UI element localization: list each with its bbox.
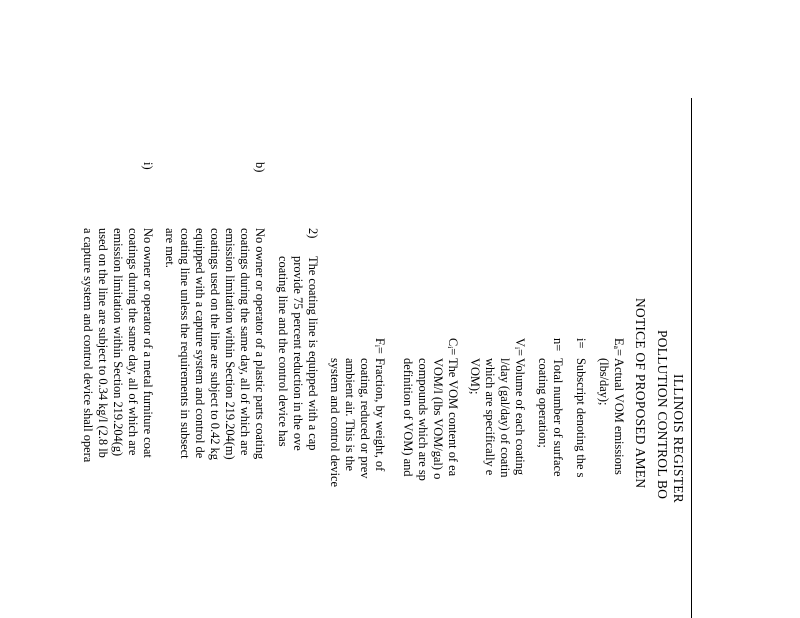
item-2-line-2: provide 75 percent reduction in the ove <box>291 256 305 451</box>
definition-term-i: i= <box>574 338 588 349</box>
definition-term-vi: Vᵢ= <box>513 338 527 356</box>
definition-vi-line-1: Volume of each coating <box>513 358 527 476</box>
definition-fi-line-4: system and control device <box>328 358 342 488</box>
definition-i-line-1: Subscript denoting the s <box>574 358 588 478</box>
register-title: ILLINOIS REGISTER <box>671 374 686 503</box>
item-b-letter: b) <box>253 162 267 173</box>
definition-ci-line-2: VOM/l (lbs VOM/gal) o <box>431 358 445 480</box>
item-b-line-7: are met. <box>163 228 177 268</box>
definition-ci-line-1: The VOM content of ea <box>446 358 460 477</box>
definition-ea-line-1: Actual VOM emissions <box>612 358 626 475</box>
definition-term-n: n= <box>551 338 565 352</box>
item-2-line-3: coating line and the control device has <box>276 256 290 447</box>
definition-n-line-2: coating operation; <box>536 358 550 448</box>
definition-ci-line-3: compounds which are sp <box>416 358 430 481</box>
item-i-line-1: No owner or operator of a metal furniture coat <box>141 228 155 458</box>
definition-fi-line-1: Fraction, by weight, of <box>373 358 387 472</box>
item-b-line-5: equipped with a capture system and control de <box>193 228 207 459</box>
definition-vi-line-4: VOM); <box>468 358 482 395</box>
definition-ea-line-2: (lbs/day); <box>597 358 611 406</box>
item-i-line-3: emission limitation within Section 219.204(g) <box>111 228 125 457</box>
item-b-line-1: No owner or operator of a plastic parts coating <box>253 228 267 460</box>
header-rule <box>691 98 692 618</box>
definition-term-ea: Eₐ= <box>612 338 626 356</box>
item-2-number: 2) <box>306 228 320 239</box>
item-b-line-2: coatings during the same day, all of which are <box>238 228 252 456</box>
item-b-line-3: emission limitation within Section 219.204(m) <box>223 228 237 460</box>
definition-ci-line-4: definition of VOM) and <box>401 358 415 477</box>
board-name: POLLUTION CONTROL BO <box>655 330 670 500</box>
definition-term-fi: Fᵢ= <box>373 338 387 354</box>
definition-n-line-1: Total number of surface <box>551 358 565 477</box>
definition-fi-line-3: ambient air. This is the <box>343 358 357 471</box>
item-i-line-4: used on the line are subject to 0.34 kg/l (2.8 lb <box>96 228 110 458</box>
definition-term-ci: Cᵢ= <box>446 338 460 356</box>
definition-vi-line-3: which are specifically e <box>483 358 497 476</box>
item-b-line-6: coating line unless the requirements in subsect <box>178 228 192 459</box>
item-b-line-4: coatings used on the line are subject to 0.42 kg <box>208 228 222 460</box>
definition-fi-line-2: coating, reduced or prev <box>358 358 372 479</box>
definition-vi-line-2: l/day (gal/day) of coatin <box>498 358 512 478</box>
notice-heading: NOTICE OF PROPOSED AMEN <box>633 298 648 489</box>
item-i-line-2: coatings during the same day, all of which are <box>126 228 140 456</box>
item-2-line-1: The coating line is equipped with a cap <box>306 256 320 451</box>
item-i-letter: i) <box>141 162 155 170</box>
item-i-line-5: a capture system and control device shall opera <box>81 228 95 463</box>
